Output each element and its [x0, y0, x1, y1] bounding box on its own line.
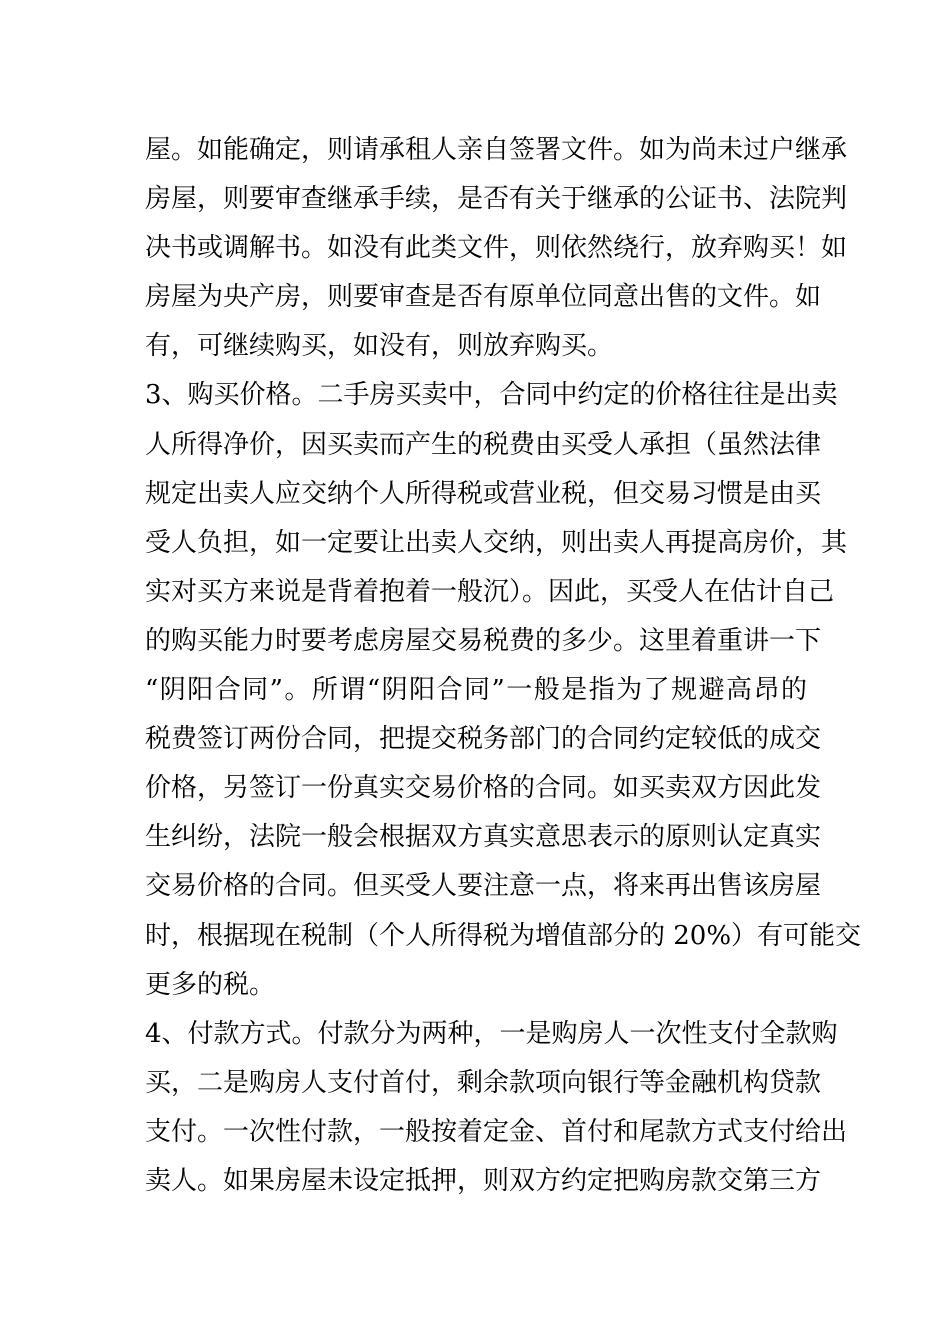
- text-line: 生纠纷，法院一般会根据双方真实意思表示的原则认定真实: [145, 822, 822, 853]
- text-line: “阴阳合同”。所谓“阴阳合同”一般是指为了规避高昂的: [145, 675, 807, 706]
- document-body: [145, 126, 862, 1206]
- text-line: 规定出卖人应交纳个人所得税或营业税，但交易习惯是由买: [145, 478, 822, 509]
- text-line: 价格，另签订一份真实交易价格的合同。如买卖双方因此发: [145, 773, 822, 804]
- text-line: 屋。如能确定，则请承租人亲自签署文件。如为尚未过户继承: [145, 135, 848, 165]
- text-line: 更多的税。: [145, 969, 276, 1000]
- text-line: 房屋为央产房，则要审查是否有原单位同意出售的文件。如: [145, 282, 822, 313]
- text-line: 的购买能力时要考虑房屋交易税费的多少。这里着重讲一下: [145, 625, 822, 656]
- text-line: 房屋，则要审查继承手续，是否有关于继承的公证书、法院判: [145, 184, 848, 215]
- text-line: 时，根据现在税制（个人所得税为增值部分的 20%）有可能交: [145, 920, 862, 951]
- text-line: 4、付款方式。付款分为两种，一是购房人一次性支付全款购: [145, 1018, 838, 1049]
- text-line: 交易价格的合同。但买受人要注意一点，将来再出售该房屋: [145, 871, 822, 902]
- text-line: 卖人。如果房屋未设定抵押，则双方约定把购房款交第三方: [145, 1165, 822, 1196]
- text-line: 人所得净价，因买卖而产生的税费由买受人承担（虽然法律: [145, 429, 822, 460]
- text-line: 决书或调解书。如没有此类文件，则依然绕行，放弃购买！如: [145, 233, 848, 264]
- text-line: 支付。一次性付款，一般按着定金、首付和尾款方式支付给出: [145, 1116, 848, 1147]
- text-line: 有，可继续购买，如没有，则放弃购买。: [145, 331, 614, 362]
- text-line: 受人负担，如一定要让出卖人交纳，则出卖人再提高房价，其: [145, 527, 848, 558]
- text-line: 税费签订两份合同，把提交税务部门的合同约定较低的成交: [145, 724, 822, 755]
- text-line: 买，二是购房人支付首付，剩余款项向银行等金融机构贷款: [145, 1067, 822, 1098]
- text-line: 实对买方来说是背着抱着一般沉）。因此，买受人在估计自己: [145, 576, 835, 607]
- text-line: 3、购买价格。二手房买卖中，合同中约定的价格往往是出卖: [145, 380, 838, 411]
